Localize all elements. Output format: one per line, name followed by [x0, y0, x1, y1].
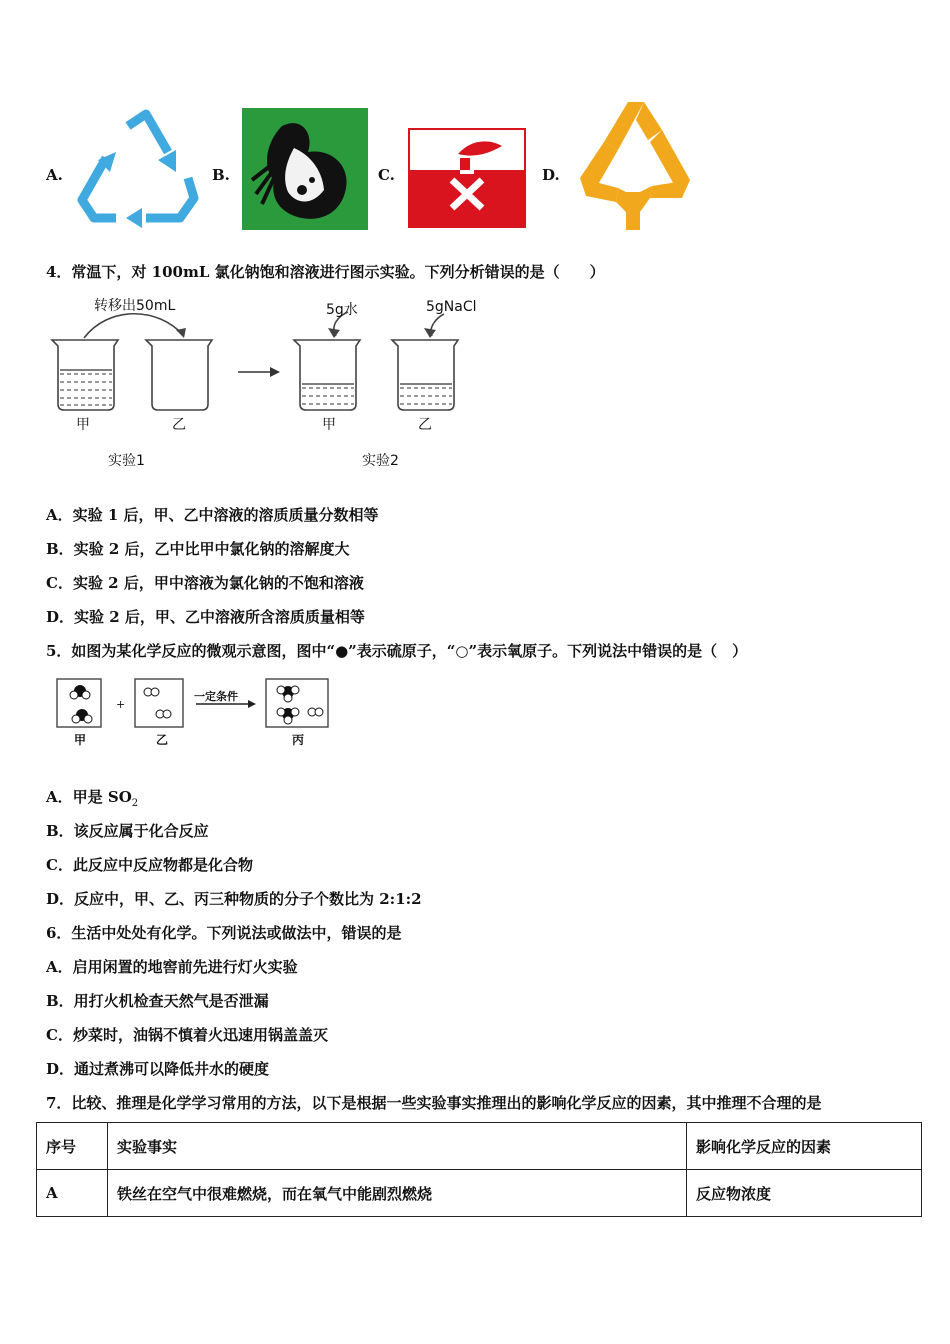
reaction-condition-label: 一定条件: [194, 690, 238, 703]
water-label: 5g水: [326, 302, 358, 318]
orange-triangle-recycle-icon: [578, 102, 690, 230]
table-row: [37, 1170, 922, 1217]
molecule-yi-label: 乙: [156, 733, 169, 747]
molecule-diagram: [56, 678, 332, 730]
q5-option-a: A．甲是 $SO_2$: [46, 788, 139, 809]
q4-option-a: A．实验 1 后，甲、乙中溶液的溶质质量分数相等: [46, 506, 379, 524]
transfer-label: 转移出50mL: [94, 298, 176, 314]
experiment-figure: [48, 292, 488, 472]
molecule-jia-label: 甲: [74, 733, 87, 747]
q4-option-b: B．实验 2 后，乙中比甲中氯化钠的溶解度大: [46, 540, 350, 558]
q6-option-a: A．启用闲置的地窖前先进行灯火实验: [46, 958, 298, 976]
question-5-stem: 5．如图为某化学反应的微观示意图，图中“●”表示硫原子，“○”表示氧原子。下列说法中错误的是（ ）: [46, 642, 748, 660]
q5-option-b: B．该反应属于化合反应: [46, 822, 209, 840]
row-index: A: [37, 1170, 108, 1217]
plus-sign: +: [116, 698, 126, 711]
beaker-jia-2-label: 甲: [322, 417, 336, 433]
row-fact: 铁丝在空气中很难燃烧，而在氧气中能剧烈燃烧: [108, 1170, 687, 1217]
table-header-row: [37, 1123, 922, 1170]
factors-table: [36, 1122, 922, 1217]
question-4-stem: 4．常温下，对 100mL 氯化钠饱和溶液进行图示实验。下列分析错误的是（ ）: [46, 263, 605, 281]
option-d-label: D.: [542, 166, 560, 184]
q6-option-d: D．通过煮沸可以降低井水的硬度: [46, 1060, 270, 1078]
q6-option-c: C．炒菜时，油锅不慎着火迅速用锅盖盖灭: [46, 1026, 328, 1044]
q4-option-c: C．实验 2 后，甲中溶液为氯化钠的不饱和溶液: [46, 574, 364, 592]
hazardous-waste-icon: [408, 128, 526, 228]
beaker-yi-label: 乙: [172, 417, 186, 433]
header-factor: 影响化学反应的因素: [687, 1123, 922, 1170]
nacl-label: 5gNaCl: [426, 299, 477, 315]
option-c-label: C.: [378, 166, 395, 184]
kitchen-waste-icon: [242, 108, 368, 230]
recycle-icon: [76, 108, 200, 228]
option-b-label: B.: [212, 166, 230, 184]
row-factor: 反应物浓度: [687, 1170, 922, 1217]
q4-option-d: D．实验 2 后，甲、乙中溶液所含溶质质量相等: [46, 608, 365, 626]
header-fact: 实验事实: [108, 1123, 687, 1170]
molecule-bing-label: 丙: [292, 733, 305, 747]
experiment-2-label: 实验2: [362, 453, 399, 469]
q6-option-b: B．用打火机检查天然气是否泄漏: [46, 992, 269, 1010]
q5-option-d: D．反应中，甲、乙、丙三种物质的分子个数比为 2:1:2: [46, 890, 422, 908]
question-6-stem: 6．生活中处处有化学。下列说法或做法中，错误的是: [46, 924, 402, 942]
q5-option-c: C．此反应中反应物都是化合物: [46, 856, 253, 874]
header-index: 序号: [37, 1123, 108, 1170]
beaker-yi-2-label: 乙: [418, 417, 432, 433]
beaker-jia-label: 甲: [76, 417, 90, 433]
question-7-stem: 7．比较、推理是化学学习常用的方法，以下是根据一些实验事实推理出的影响化学反应的因素，其中推理不合理的是: [46, 1094, 822, 1112]
experiment-1-label: 实验1: [108, 453, 145, 469]
option-a-label: A.: [46, 166, 63, 184]
